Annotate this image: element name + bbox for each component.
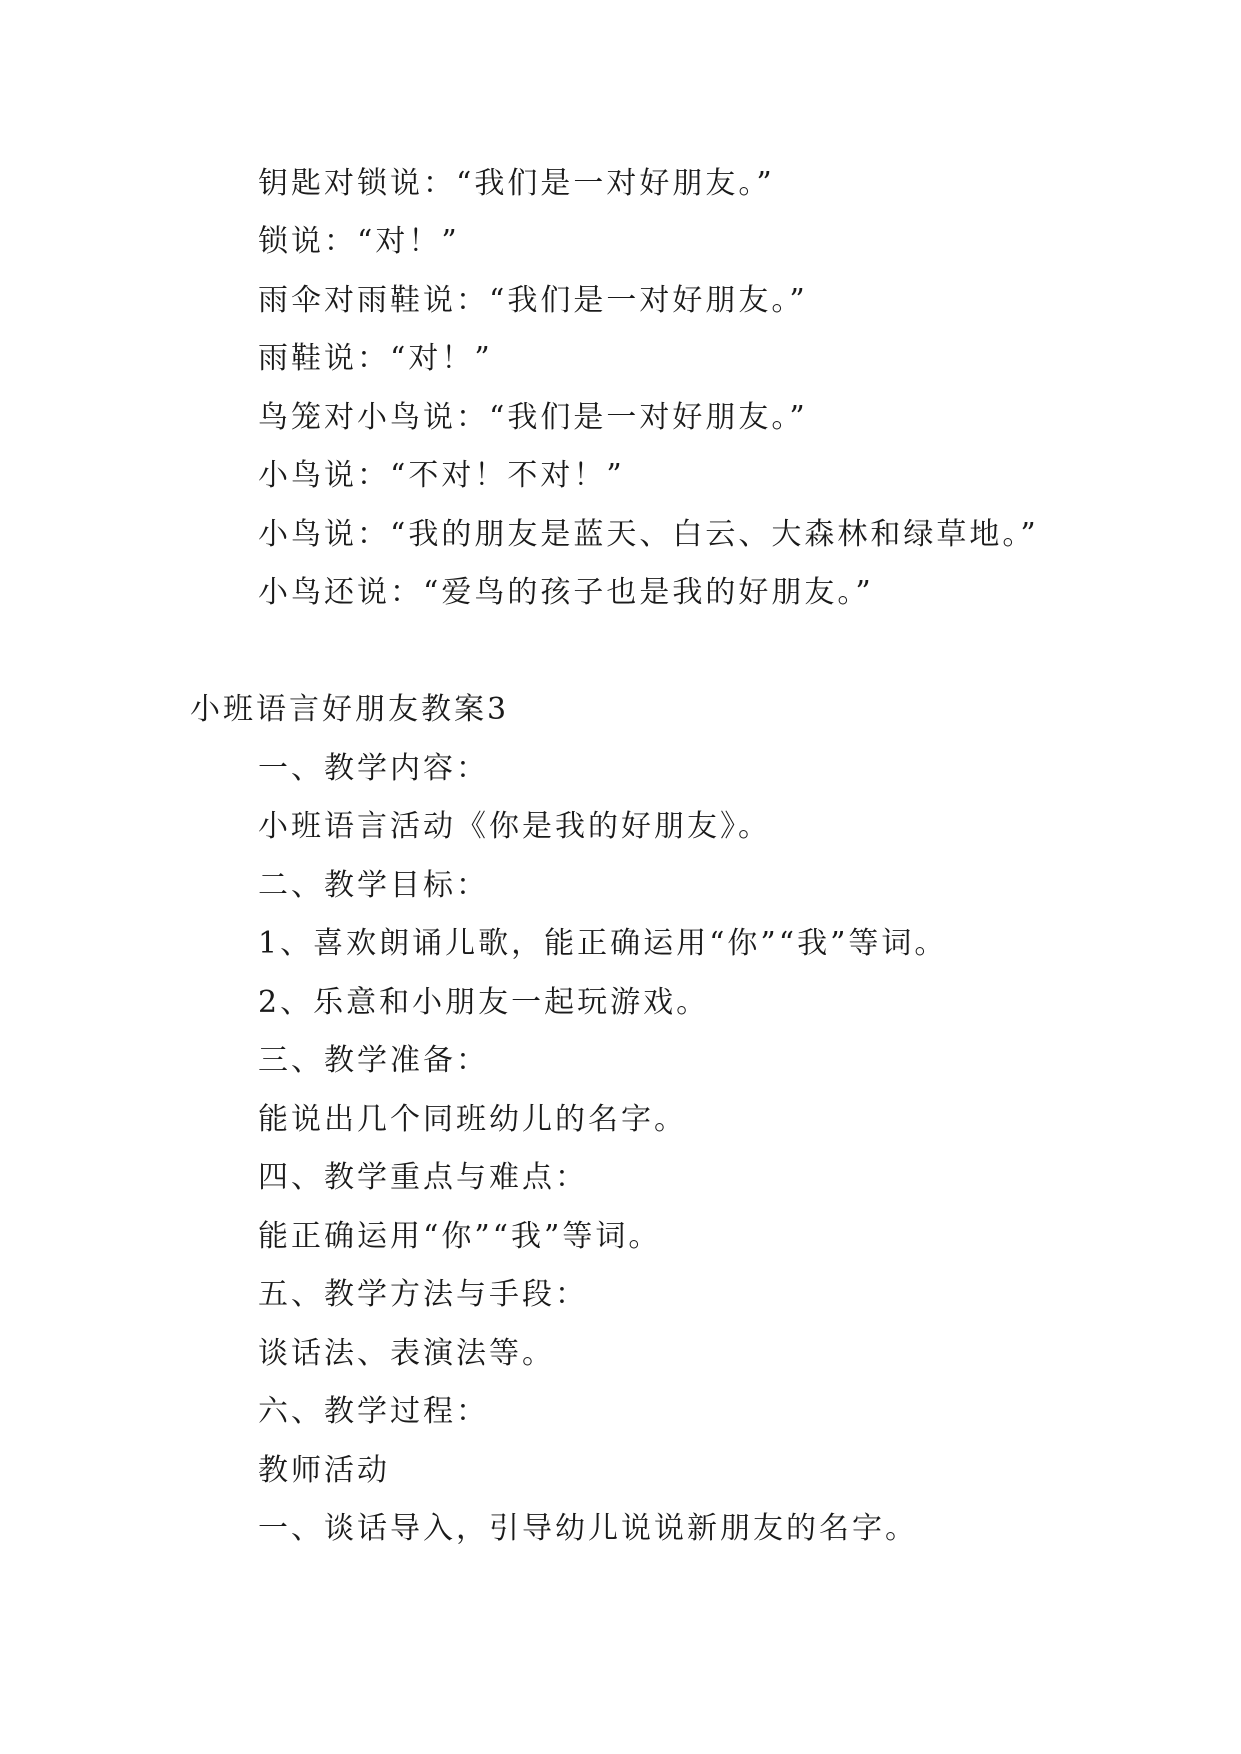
dialogue-line: 雨伞对雨鞋说：“我们是一对好朋友。” bbox=[258, 283, 808, 318]
content-line: 1、喜欢朗诵儿歌，能正确运用“你”“我”等词。 bbox=[258, 926, 948, 961]
dialogue-line: 小鸟说：“不对！不对！” bbox=[258, 458, 625, 493]
section-title: 小班语言好朋友教案3 bbox=[190, 692, 510, 727]
content-line: 教师活动 bbox=[258, 1453, 390, 1488]
content-line: 一、教学内容： bbox=[258, 751, 489, 786]
content-line: 三、教学准备： bbox=[258, 1043, 489, 1078]
dialogue-line: 小鸟还说：“爱鸟的孩子也是我的好朋友。” bbox=[258, 575, 874, 610]
content-line: 五、教学方法与手段： bbox=[258, 1277, 588, 1312]
dialogue-line: 锁说：“对！” bbox=[258, 224, 460, 259]
content-line: 六、教学过程： bbox=[258, 1394, 489, 1429]
content-line: 二、教学目标： bbox=[258, 868, 489, 903]
content-line: 能说出几个同班幼儿的名字。 bbox=[258, 1102, 687, 1137]
content-line: 四、教学重点与难点： bbox=[258, 1160, 588, 1195]
dialogue-line: 鸟笼对小鸟说：“我们是一对好朋友。” bbox=[258, 400, 808, 435]
dialogue-line: 钥匙对锁说：“我们是一对好朋友。” bbox=[258, 166, 775, 201]
dialogue-line: 雨鞋说：“对！” bbox=[258, 341, 493, 376]
content-line: 小班语言活动《你是我的好朋友》。 bbox=[258, 809, 771, 844]
content-line: 2、乐意和小朋友一起玩游戏。 bbox=[258, 985, 710, 1020]
content-line: 一、谈话导入，引导幼儿说说新朋友的名字。 bbox=[258, 1511, 918, 1546]
dialogue-line: 小鸟说：“我的朋友是蓝天、白云、大森林和绿草地。” bbox=[258, 517, 1039, 552]
content-line: 谈话法、表演法等。 bbox=[258, 1336, 555, 1371]
content-line: 能正确运用“你”“我”等词。 bbox=[258, 1219, 662, 1254]
